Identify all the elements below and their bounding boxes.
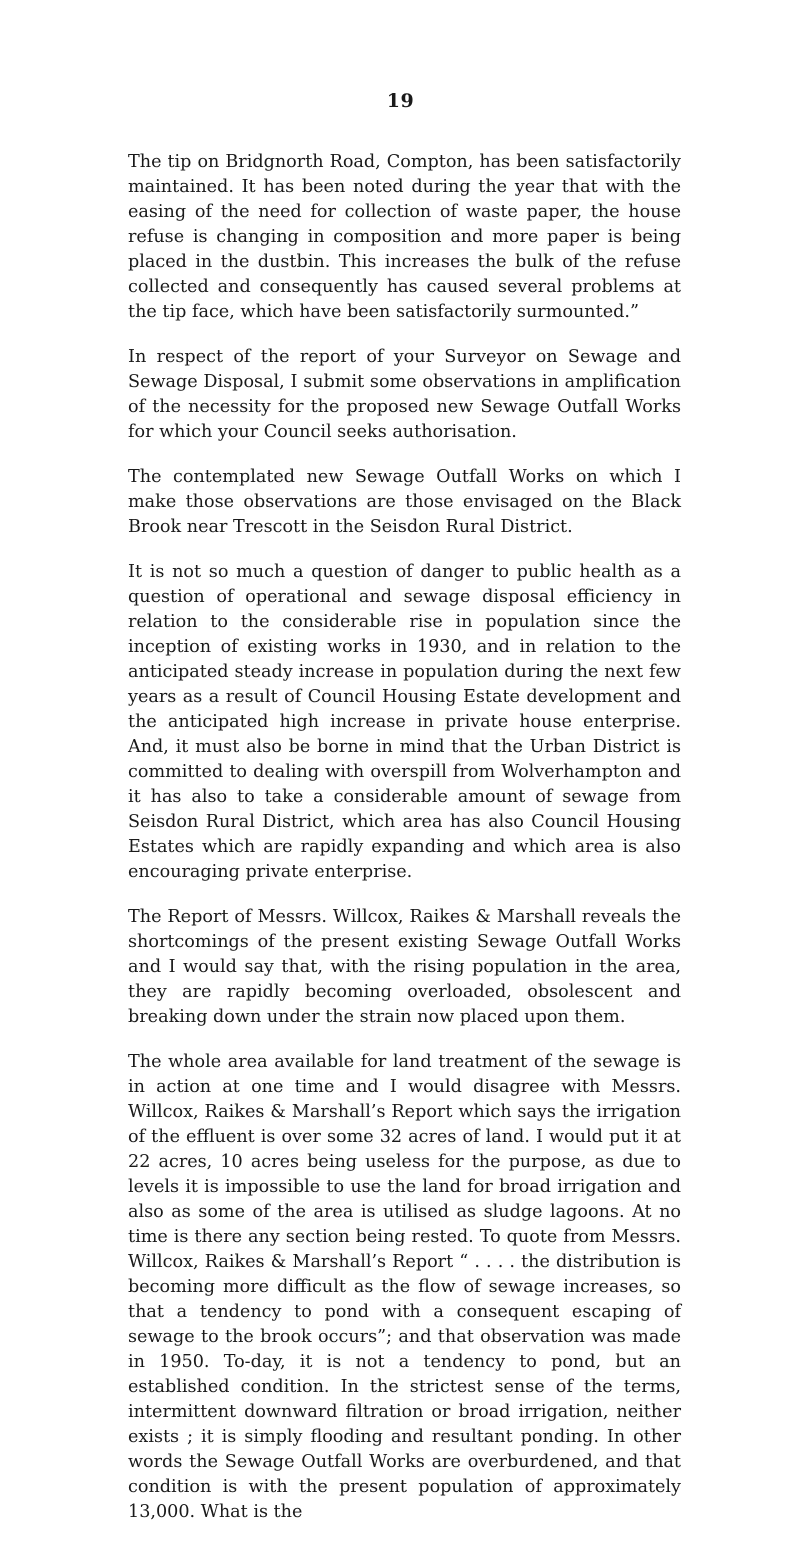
paragraph-outfall-works-location: The contemplated new Sewage Outfall Works on which I make those observations are those envisaged on the Black Brook near Trescott in the Seisdon Rural District. (128, 467, 681, 537)
paragraph-willcox-report: The Report of Messrs. Willcox, Raikes & Marshall reveals the shortcomings of the present existing Sewage Outfall Works and I would say that, with the rising population in the area, they are rapidly becoming overloaded, obsolescent and breaking down under the strain now placed upon them. (128, 907, 681, 1027)
page-number: 19 (386, 90, 415, 112)
paragraph-refuse-tip: The tip on Bridgnorth Road, Compton, has been satisfactorily maintained. It has been noted during the year that with the easing of the need for collection of waste paper, the house refuse is changing in composition and more paper is being placed in the dustbin. This increases the bulk of the refuse collected and consequently has caused several problems at the tip face, which have been satisfactorily surmounted.” (128, 152, 681, 322)
paragraph-land-treatment: The whole area available for land treatment of the sewage is in action at one time and I would disagree with Messrs. Willcox, Raikes & Marshall’s Report which says the irrigation of the effluent is over some 32 acres of land. I would put it at 22 acres, 10 acres being useless for the purpose, as due to levels it is impossible to use the land for broad irrigation and also as some of the area is utilised as sludge lagoons. At no time is there any section being rested. To quote from Messrs. Willcox, Raikes & Marshall’s Report “ . . . . the distribution is becoming more difficult as the flow of sewage increases, so that a tendency to pond with a consequent escaping of sewage to the brook occurs”; and that observation was made in 1950. To-day, it is not a tendency to pond, but an established condition. In the strictest sense of the terms, intermittent downward filtration or broad irrigation, neither exists ; it is simply flooding and resultant ponding. In other words the Sewage Outfall Works are overburdened, and that condition is with the present population of approximately 13,000. What is the (128, 1052, 681, 1522)
body-text (128, 150, 681, 1545)
paragraph-surveyor-report: In respect of the report of your Surveyor on Sewage and Sewage Disposal, I submit some observations in amplification of the necessity for the proposed new Sewage Outfall Works for which your Council seeks authorisation. (128, 347, 681, 442)
paragraph-population-efficiency: It is not so much a question of danger to public health as a question of operational and sewage disposal efficiency in relation to the considerable rise in population since the inception of existing works in 1930, and in relation to the anticipated steady increase in population during the next few years as a result of Council Housing Estate development and the anticipated high increase in private house enterprise. And, it must also be borne in mind that the Urban District is committed to dealing with overspill from Wolverhampton and it has also to take a considerable amount of sewage from Seisdon Rural District, which area has also Council Housing Estates which are rapidly expanding and which area is also encouraging private enterprise. (128, 562, 681, 882)
